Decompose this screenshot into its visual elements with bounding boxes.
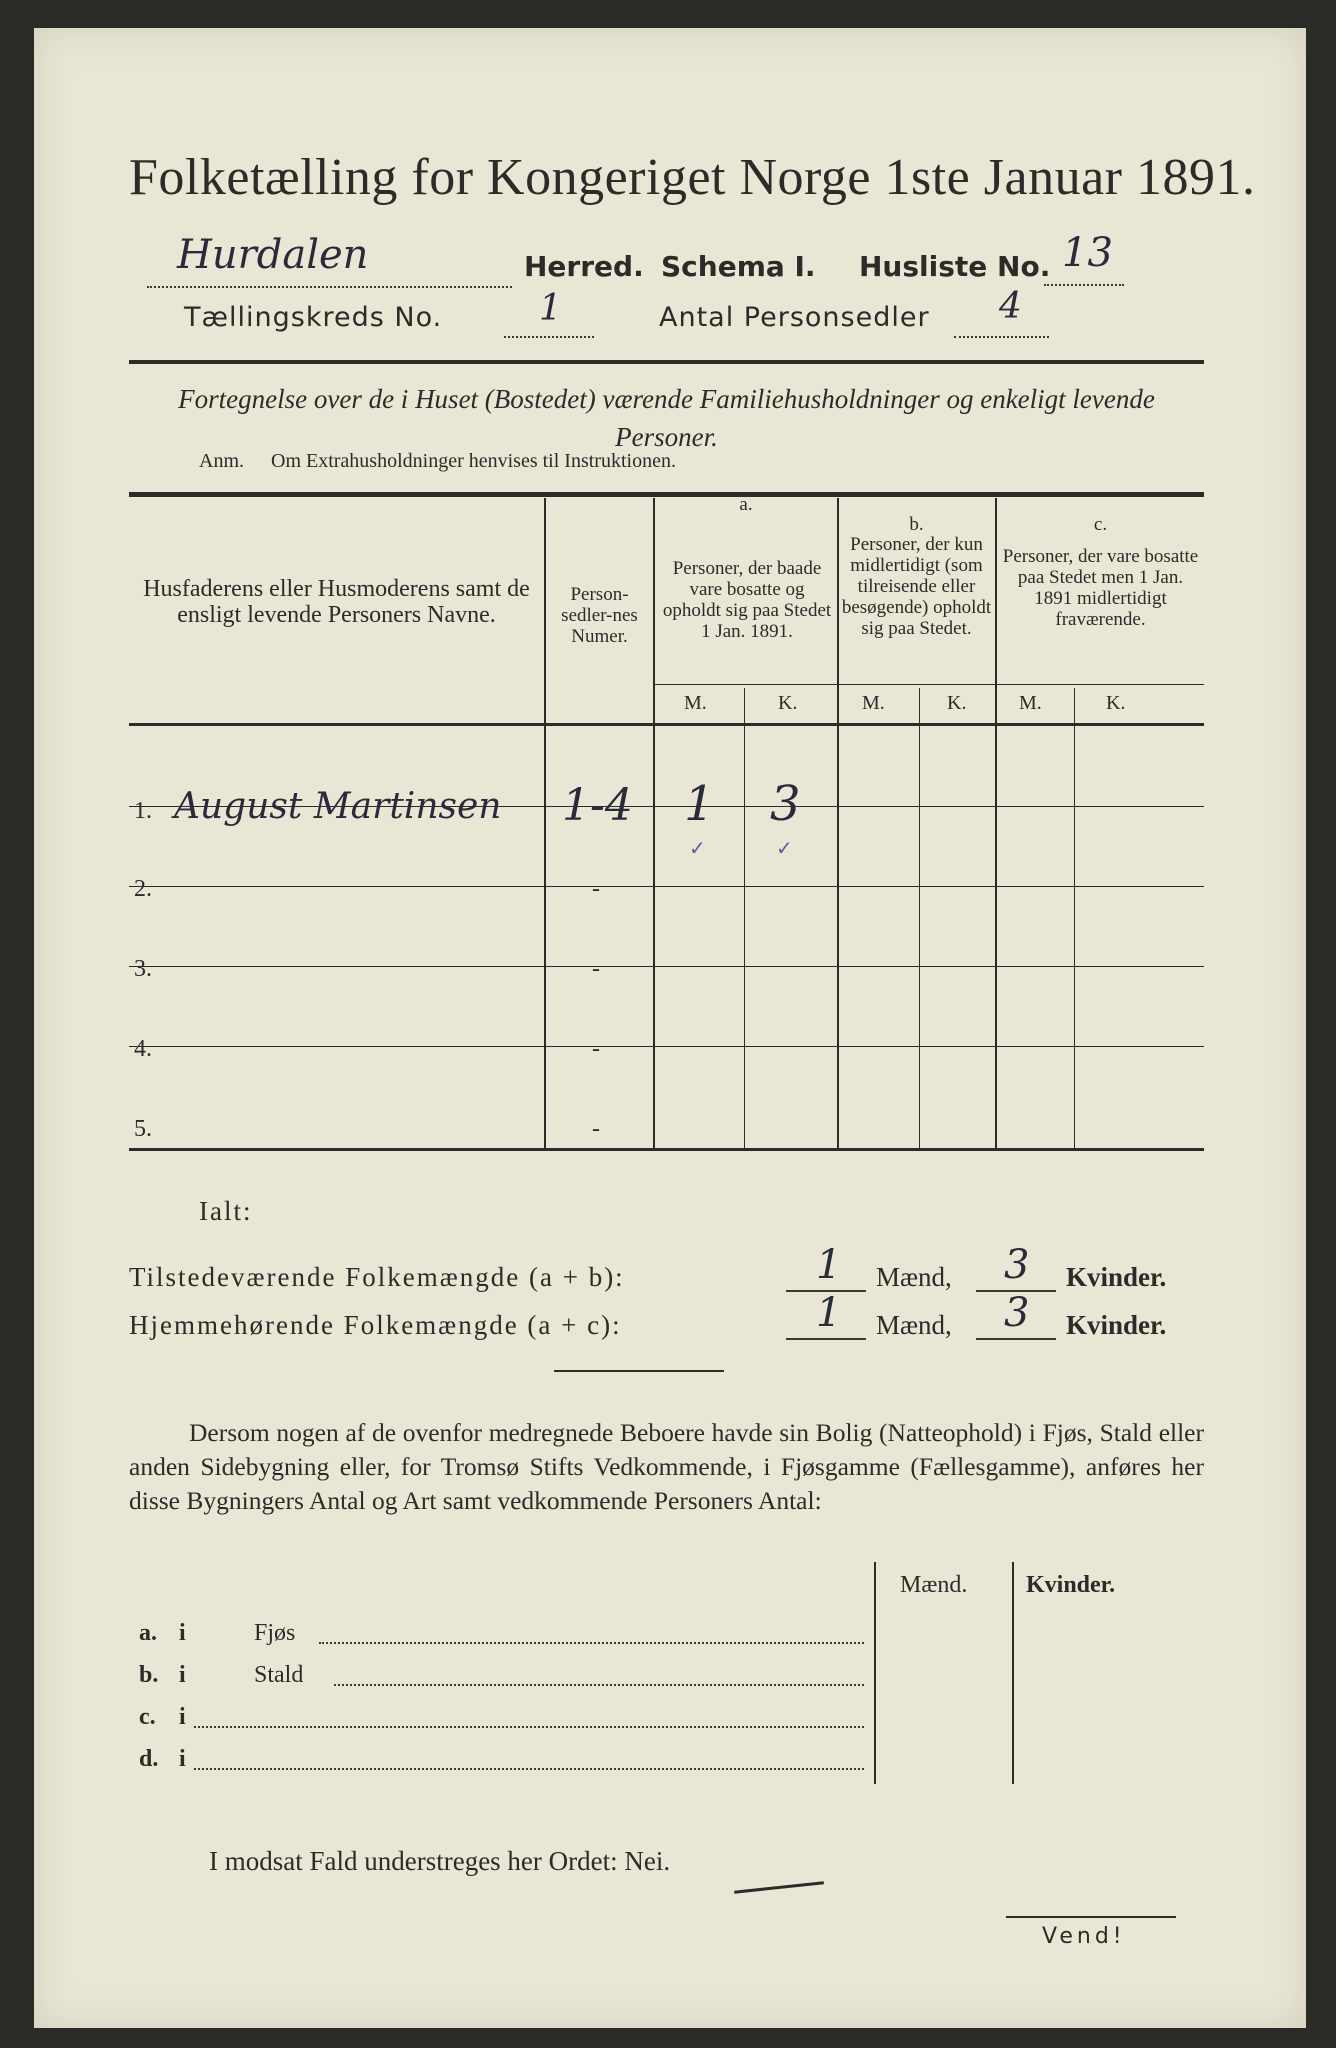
col-name-header: Husfaderens eller Husmoderens samt de ensligt levende Personers Navne. <box>143 576 530 628</box>
bld-a-i: i <box>179 1620 186 1646</box>
col-c-k: K. <box>1106 692 1126 714</box>
census-form-page <box>34 28 1306 2028</box>
row-2-number: 2. <box>134 876 152 902</box>
row-1-a-k: 3 <box>770 776 801 832</box>
herred-label: Herred. <box>524 250 644 283</box>
form-title: Folketælling for Kongeriget Norge 1ste Januar 1891. <box>129 149 1256 206</box>
bld-b-label: Stald <box>254 1662 304 1688</box>
row-3-sedler: - <box>592 956 600 982</box>
antal-field <box>954 286 1049 338</box>
row-1-sedler: 1-4 <box>562 780 633 831</box>
present-m: 1 <box>816 1242 842 1288</box>
resident-k: 3 <box>1004 1290 1030 1336</box>
bld-a-letter: a. <box>139 1620 157 1646</box>
intro-heading: Fortegnelse over de i Huset (Bostedet) værende Familiehusholdninger og enkeligt levende Personer. <box>178 384 1155 452</box>
col-c-letter: c. <box>1093 514 1108 535</box>
bld-c-letter: c. <box>139 1704 156 1730</box>
husliste-field <box>1044 230 1124 286</box>
col-c-header: Personer, der vare bosatte paa Stedet men 1 Jan. 1891 midlertidigt fraværende. <box>1002 546 1199 630</box>
buildings-col-k: Kvinder. <box>1026 1572 1116 1598</box>
negation-text: I modsat Fald understreges her Ordet: Nei. <box>209 1846 671 1876</box>
bld-d-i: i <box>179 1746 186 1772</box>
kreds-value: 1 <box>539 288 562 329</box>
row-5-number: 5. <box>134 1116 152 1142</box>
col-a-header: Personer, der baade vare bosatte og opholdt sig paa Stedet 1 Jan. 1891. <box>662 558 832 642</box>
bld-b-i: i <box>179 1662 186 1688</box>
resident-maend: Mænd, <box>876 1310 952 1340</box>
divider <box>554 1370 724 1372</box>
note-prefix: Anm. <box>199 450 244 472</box>
kreds-label: Tællingskreds No. <box>184 302 443 333</box>
col-b-header: Personer, der kun midlertidigt (som tilreisende eller besøgende) opholdt sig paa Stedet. <box>841 534 992 639</box>
husliste-value: 13 <box>1062 230 1113 276</box>
buildings-col-m: Mænd. <box>900 1572 968 1598</box>
col-b-m: M. <box>862 692 885 714</box>
row-1-number: 1. <box>134 798 152 824</box>
bld-a-label: Fjøs <box>254 1620 296 1646</box>
present-label: Tilstedeværende Folkemængde (a + b): <box>129 1262 625 1292</box>
resident-label: Hjemmehørende Folkemængde (a + c): <box>129 1310 622 1340</box>
row-4-number: 4. <box>134 1036 152 1062</box>
herred-value: Hurdalen <box>177 232 369 278</box>
row-3-number: 3. <box>134 956 152 982</box>
herred-field <box>147 232 512 288</box>
resident-kvinder: Kvinder. <box>1066 1310 1167 1340</box>
turn-over-text: Vend! <box>1042 1924 1126 1949</box>
col-c-m: M. <box>1019 692 1042 714</box>
row-4-sedler: - <box>592 1036 600 1062</box>
buildings-paragraph: Dersom nogen af de ovenfor medregnede Beboere havde sin Bolig (Natteophold) i Fjøs, Stald eller anden Sidebygning eller, for Tromsø Stifts Vedkommende, i Fjøsgamme (Fællesgamme), anføres her disse Bygningers Antal og Art samt vedkommende Personers Antal: <box>129 1418 1204 1515</box>
present-k: 3 <box>1004 1242 1030 1288</box>
nei-underline <box>734 1881 824 1893</box>
col-b-letter: b. <box>909 514 924 535</box>
husliste-label: Husliste No. <box>859 250 1051 283</box>
present-maend: Mænd, <box>876 1262 952 1292</box>
kreds-field <box>504 288 594 338</box>
ialt-label: Ialt: <box>199 1196 253 1226</box>
col-a-letter: a. <box>739 494 753 515</box>
row-1-check-m: ✓ <box>689 836 706 860</box>
resident-m: 1 <box>816 1290 842 1336</box>
row-1-check-k: ✓ <box>776 836 793 860</box>
note-text: Om Extrahusholdninger henvises til Instruktionen. <box>271 450 676 472</box>
bld-b-letter: b. <box>139 1662 159 1688</box>
col-a-k: K. <box>778 692 798 714</box>
row-1-name: August Martinsen <box>174 786 502 827</box>
header-rule <box>129 360 1204 364</box>
schema-label: Schema I. <box>661 250 816 283</box>
bld-d-letter: d. <box>139 1746 159 1772</box>
row-2-sedler: - <box>592 876 600 902</box>
col-b-k: K. <box>947 692 967 714</box>
col-a-m: M. <box>684 692 707 714</box>
present-kvinder: Kvinder. <box>1066 1262 1167 1292</box>
col-num-header: Person-sedler-nes Numer. <box>561 584 638 647</box>
bld-c-i: i <box>179 1704 186 1730</box>
antal-label: Antal Personsedler <box>659 302 930 333</box>
row-5-sedler: - <box>592 1116 600 1142</box>
row-1-a-m: 1 <box>684 776 715 832</box>
antal-value: 4 <box>999 286 1022 327</box>
